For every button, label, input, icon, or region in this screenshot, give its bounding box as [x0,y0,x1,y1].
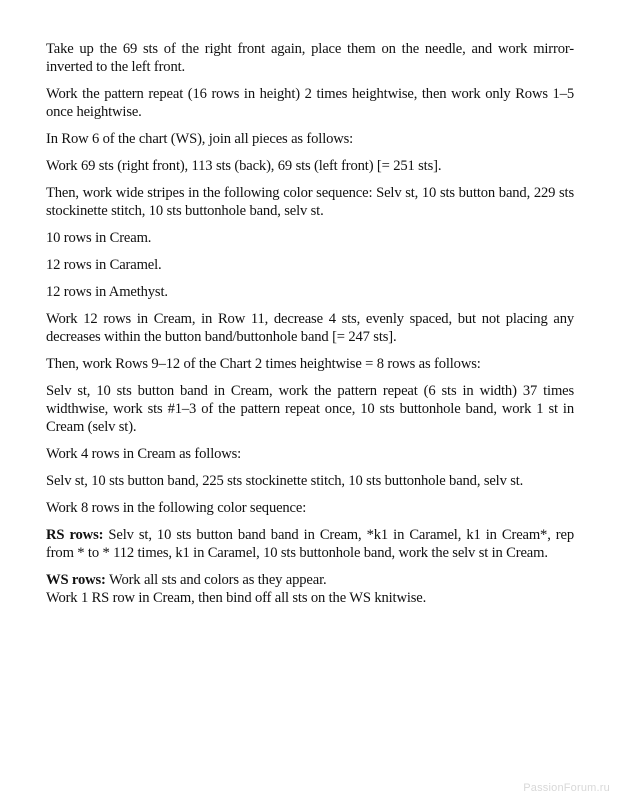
ws-rows-label: WS rows: [46,572,106,588]
paragraph-amethyst-rows: 12 rows in Amethyst. [46,284,168,300]
paragraph-pattern-widthwise: Selv st, 10 sts button band in Cream, work the pattern repeat (6 sts in width) 37 times widthwise, work sts #1–3 of the pattern repeat once, 10 sts buttonhole band, work 1 st in Cream (selv st). [46,383,574,435]
paragraph-rs-rows [46,526,574,562]
ws-rows-text: Work all sts and colors as they appear. [105,572,327,588]
paragraph-cream-rows: 10 rows in Cream. [46,230,152,246]
paragraph-final: Work 1 RS row in Cream, then bind off all sts on the WS knitwise. [46,590,427,606]
watermark: PassionForum.ru [523,782,610,794]
rs-rows-text: Selv st, 10 sts button band band in Cream, *k1 in Caramel, k1 in Cream*, rep from * to * 112 times, k1 in Caramel, 10 sts buttonhole band, work the selv st in Cream. [46,527,574,561]
paragraph-four-rows-intro: Work 4 rows in Cream as follows: [46,446,242,462]
rs-rows-label: RS rows: [46,527,104,543]
paragraph-decrease: Work 12 rows in Cream, in Row 11, decrease 4 sts, evenly spaced, but not placing any decreases within the button band/buttonhole band [= 247 sts]. [46,311,574,345]
paragraph-join-counts: Work 69 sts (right front), 113 sts (back), 69 sts (left front) [= 251 sts]. [46,158,442,174]
paragraph-ws-rows [46,571,574,589]
paragraph-four-rows-detail: Selv st, 10 sts button band, 225 sts stockinette stitch, 10 sts buttonhole band, selv st. [46,473,524,489]
paragraph-chart-rows: Then, work Rows 9–12 of the Chart 2 times heightwise = 8 rows as follows: [46,356,481,372]
paragraph-right-front: Take up the 69 sts of the right front again, place them on the needle, and work mirror-inverted to the left front. [46,41,574,75]
paragraph-caramel-rows: 12 rows in Caramel. [46,257,162,273]
paragraph-eight-rows-intro: Work 8 rows in the following color sequence: [46,500,307,516]
document-body [46,40,574,616]
paragraph-pattern-repeat: Work the pattern repeat (16 rows in height) 2 times heightwise, then work only Rows 1–5 once heightwise. [46,86,574,120]
paragraph-join-intro: In Row 6 of the chart (WS), join all pieces as follows: [46,131,354,147]
paragraph-wide-stripes: Then, work wide stripes in the following color sequence: Selv st, 10 sts button band, 229 sts stockinette stitch, 10 sts buttonhole band, selv st. [46,185,574,219]
